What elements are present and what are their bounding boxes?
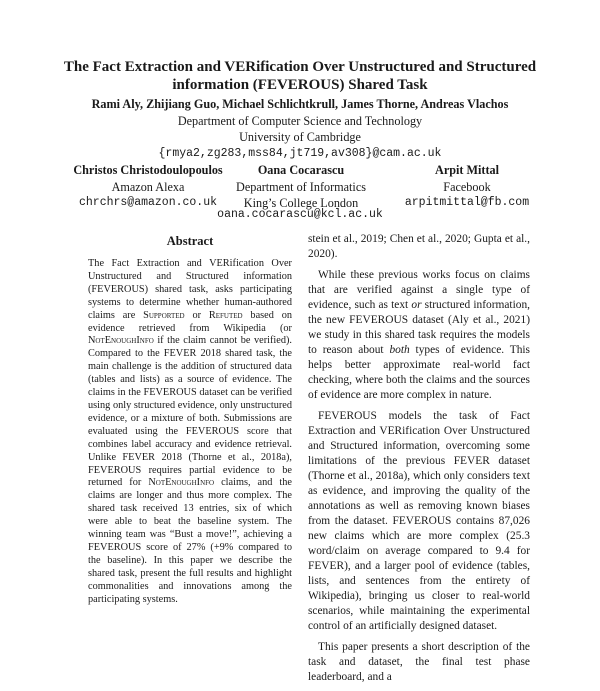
paragraph: stein et al., 2019; Chen et al., 2020; Gupta et al., 2020). [308,233,530,260]
author-affiliation: Amazon Alexa [111,179,185,194]
author-email: arpitmittal@fb.com [404,196,530,209]
paragraph: This paper presents a short description of the task and dataset, the final test phase leaderboard, and a [308,641,530,683]
body-column-right [308,232,530,691]
author-name: Oana Cocarascu [257,163,345,177]
author-email: chrchrs@amazon.co.uk [78,196,218,209]
abstract-part: if the claim cannot be verified). Compared to the FEVER 2018 shared task, the main challenge is the addition of structured data (tables and lists) as a source of evidence. The claims in the FEVEROUS dataset can be verified using only structured evidence, only unstructured evidence, or a mixture of both. Submissions are evaluated using the FEVEROUS score that combines label accuracy and evidence retrieval. Unlike FEVER 2018 (Thorne et al., 2018a), FEVEROUS requires partial evidence to be returned for [88,335,292,489]
paragraph [308,268,530,403]
text-emphasis: or [411,299,422,311]
primary-authors-block [40,96,560,162]
abstract-part: claims, and the claims are longer and thus more complex. The shared task received 13 entries, six of which were able to beat the baseline system. The winning team was “Bust a move!”, achieving a FEVEROUS score of 27% (+9% compared to the baseline). In this paper we describe the shared task, present the full results and highlight commonalities and innovations among the participating systems. [88,477,293,605]
abstract-heading: Abstract [166,234,214,248]
primary-emails: {rmya2,zg283,mss84,jt719,av308}@cam.ac.uk [158,146,442,160]
label-refuted: Refuted [208,309,243,321]
cocarascu-email: oana.cocarascu@kcl.ac.uk [217,208,383,221]
label-notenoughinfo: NotEnoughInfo [88,335,154,347]
author-christodoulopoulos [58,162,238,212]
title-line-2: information (FEVEROUS) Shared Task [172,77,428,93]
text: types of evidence. This helps better approximate real-world fact checking, where both the claims and the sources of evidence are more complex in nature. [308,344,530,401]
paper-title [40,58,560,94]
text: structured information, the new FEVEROUS dataset (Aly et al., 2021) we study in this shared task requires the models to reason about [308,299,530,356]
author-name: Arpit Mittal [435,163,499,177]
paragraph: FEVEROUS models the task of Fact Extraction and VERification Over Unstructured and Structured information, overcoming some limitations of the previous FEVER dataset (Thorne et al., 2018a), which only considers text as evidence, and improving the quality of the annotations as well as removing known biases from the dataset. FEVEROUS contains 87,026 new claims which are more complex (25.3 word/claim on average compared to 9.4 for FEVER), and a larger pool of evidence (tables, lists, and sentences from the entirety of Wikipedia), bringing us closer to real-world scenarios, while maintaining the experimental control of an artificially designed dataset. [308,410,530,632]
abstract-part: based on evidence retrieved from Wikipedia (or [88,309,292,334]
text-emphasis: both [389,344,410,356]
label-supported: Supported [143,309,185,321]
author-cocarascu [226,162,376,212]
text: While these previous works focus on claims that are verified against a single type of evidence, such as text [308,269,530,311]
title-line-1: The Fact Extraction and VERification Over Unstructured and Structured [63,59,537,75]
abstract-part: The Fact Extraction and VERification Over Unstructured and Structured information (FEVEROUS) shared task, asks participating systems to determine whether human-authored claims are [88,258,292,321]
author-affiliation: King’s College London [243,196,359,210]
primary-university: University of Cambridge [239,130,361,144]
label-notenoughinfo: NotEnoughInfo [148,477,215,489]
abstract-part: or [184,309,209,321]
primary-department: Department of Computer Science and Technology [177,113,423,128]
author-affiliation: Facebook [443,179,491,194]
abstract-text [88,258,292,606]
author-name: Christos Christodoulopoulos [73,163,223,177]
author-affiliation: Department of Informatics [236,179,366,194]
author-mittal [382,162,552,212]
primary-authors: Rami Aly, Zhijiang Guo, Michael Schlichtkrull, James Thorne, Andreas Vlachos [91,97,509,111]
